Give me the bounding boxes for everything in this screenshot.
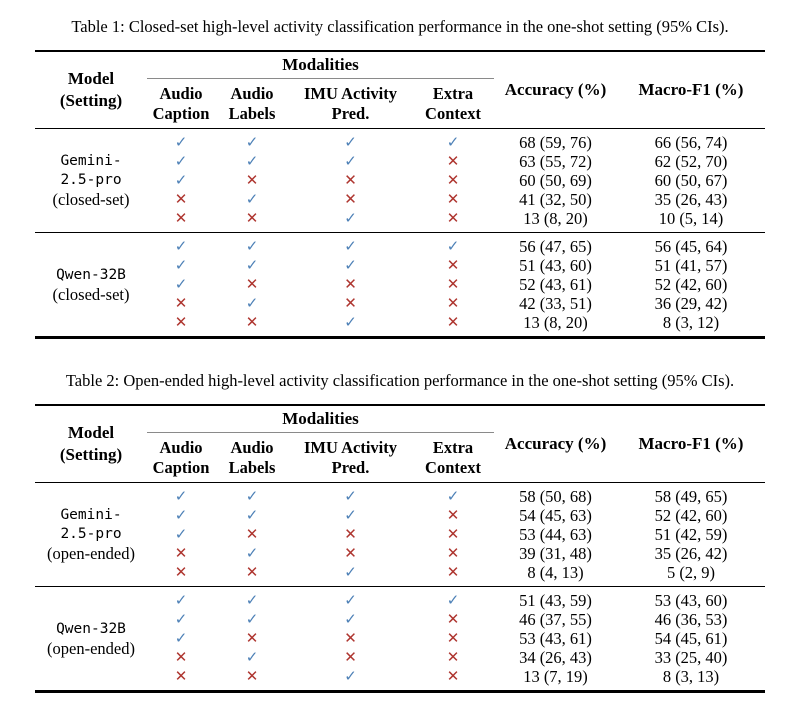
header-modality-line1: Audio <box>159 83 203 103</box>
check-icon: ✓ <box>174 237 188 255</box>
accuracy-value: 13 (8, 20) <box>523 209 588 228</box>
check-icon: ✓ <box>245 544 259 562</box>
cross-icon: ✕ <box>344 190 357 208</box>
cross-icon: ✕ <box>344 275 357 293</box>
accuracy-value: 58 (50, 68) <box>519 487 592 506</box>
check-icon: ✓ <box>344 506 357 524</box>
check-icon: ✓ <box>245 487 259 505</box>
macro-f1-value: 54 (45, 61) <box>654 629 728 648</box>
cross-icon: ✕ <box>446 525 460 543</box>
cross-icon: ✕ <box>174 313 188 331</box>
cross-icon: ✕ <box>245 629 259 647</box>
check-icon: ✓ <box>174 525 188 543</box>
cross-icon: ✕ <box>446 648 460 666</box>
model-label <box>35 506 147 563</box>
cross-icon: ✕ <box>344 544 357 562</box>
macro-f1-value: 66 (56, 74) <box>654 133 728 152</box>
cross-icon: ✕ <box>174 294 188 312</box>
accuracy-value: 41 (32, 50) <box>519 190 592 209</box>
check-icon: ✓ <box>344 237 357 255</box>
header-modality-col <box>412 84 494 124</box>
header-model-line2: (Setting) <box>59 445 123 464</box>
macro-f1-value: 53 (43, 60) <box>654 591 728 610</box>
header-modality-col <box>215 84 289 124</box>
model-setting: (closed-set) <box>52 190 130 209</box>
check-icon: ✓ <box>344 256 357 274</box>
model-block <box>35 233 765 336</box>
check-icon: ✓ <box>174 275 188 293</box>
macro-f1-value: 36 (29, 42) <box>654 294 728 313</box>
check-icon: ✓ <box>174 171 188 189</box>
header-macro-f1: Macro-F1 (%) <box>638 80 744 99</box>
check-icon: ✓ <box>245 133 259 151</box>
cross-icon: ✕ <box>174 209 188 227</box>
check-icon: ✓ <box>446 591 460 609</box>
cross-icon: ✕ <box>446 563 460 581</box>
model-label <box>35 620 147 658</box>
check-icon: ✓ <box>174 256 188 274</box>
model-setting: (open-ended) <box>47 638 135 658</box>
header-modality-line1: Extra <box>432 83 474 103</box>
accuracy-value: 52 (43, 61) <box>519 275 592 294</box>
cross-icon: ✕ <box>245 667 259 685</box>
header-modality-col <box>289 438 412 478</box>
header-modality-line1: Audio <box>159 437 203 457</box>
accuracy-value: 54 (45, 63) <box>519 506 592 525</box>
macro-f1-value: 33 (25, 40) <box>654 648 728 667</box>
cross-icon: ✕ <box>344 525 357 543</box>
model-name: 2.5-pro <box>60 172 122 188</box>
header-macro-f1: Macro-F1 (%) <box>638 434 744 453</box>
header-modality-line1: Audio <box>230 437 274 457</box>
check-icon: ✓ <box>446 487 460 505</box>
check-icon: ✓ <box>174 506 188 524</box>
header-model <box>35 422 147 466</box>
macro-f1-value: 56 (45, 64) <box>654 237 728 256</box>
check-icon: ✓ <box>245 294 259 312</box>
cross-icon: ✕ <box>344 648 357 666</box>
accuracy-value: 51 (43, 59) <box>519 591 592 610</box>
macro-f1-value: 60 (50, 67) <box>654 171 728 190</box>
model-label <box>35 152 147 209</box>
check-icon: ✓ <box>245 506 259 524</box>
cross-icon: ✕ <box>446 667 460 685</box>
table-caption: Table 1: Closed-set high-level activity classification performance in the one-shot setting (95% CIs). <box>71 17 729 36</box>
cross-icon: ✕ <box>446 190 460 208</box>
macro-f1-value: 62 (52, 70) <box>654 152 728 171</box>
cross-icon: ✕ <box>446 209 460 227</box>
macro-f1-value: 58 (49, 65) <box>654 487 728 506</box>
cross-icon: ✕ <box>245 209 259 227</box>
check-icon: ✓ <box>245 152 259 170</box>
model-block <box>35 129 765 233</box>
accuracy-value: 53 (43, 61) <box>519 629 592 648</box>
accuracy-value: 13 (8, 20) <box>523 313 588 332</box>
macro-f1-value: 51 (41, 57) <box>654 256 728 275</box>
check-icon: ✓ <box>344 591 357 609</box>
check-icon: ✓ <box>245 610 259 628</box>
cross-icon: ✕ <box>344 629 357 647</box>
accuracy-value: 60 (50, 69) <box>519 171 592 190</box>
accuracy-value: 39 (31, 48) <box>519 544 592 563</box>
model-block <box>35 587 765 690</box>
header-accuracy: Accuracy (%) <box>504 434 607 453</box>
header-modality-col <box>147 84 215 124</box>
check-icon: ✓ <box>174 487 188 505</box>
check-icon: ✓ <box>245 648 259 666</box>
check-icon: ✓ <box>344 209 357 227</box>
cross-icon: ✕ <box>174 544 188 562</box>
cross-icon: ✕ <box>446 294 460 312</box>
table-caption: Table 2: Open-ended high-level activity classification performance in the one-shot setting (95% CIs). <box>65 371 735 390</box>
check-icon: ✓ <box>344 133 357 151</box>
data-table <box>35 50 765 339</box>
accuracy-value: 42 (33, 51) <box>519 294 592 313</box>
model-name: Qwen-32B <box>56 620 126 637</box>
macro-f1-value: 5 (2, 9) <box>666 563 716 582</box>
check-icon: ✓ <box>174 133 188 151</box>
cross-icon: ✕ <box>245 525 259 543</box>
cross-icon: ✕ <box>344 294 357 312</box>
model-setting: (open-ended) <box>47 544 135 563</box>
macro-f1-value: 46 (36, 53) <box>654 610 728 629</box>
cross-icon: ✕ <box>174 667 188 685</box>
header-model-line1: Model <box>67 422 115 442</box>
header-model-line1: Model <box>67 68 115 88</box>
macro-f1-value: 8 (3, 13) <box>662 667 720 686</box>
header-model-line2: (Setting) <box>59 91 123 110</box>
macro-f1-value: 8 (3, 12) <box>662 313 720 332</box>
check-icon: ✓ <box>245 256 259 274</box>
check-icon: ✓ <box>174 591 188 609</box>
table-section <box>0 16 800 339</box>
header-modality-line1: IMU Activity <box>303 83 398 103</box>
table-header <box>35 52 765 129</box>
header-modality-line1: Extra <box>432 437 474 457</box>
cross-icon: ✕ <box>446 629 460 647</box>
macro-f1-value: 35 (26, 43) <box>654 190 728 209</box>
model-name: Gemini- <box>60 507 122 523</box>
check-icon: ✓ <box>446 237 460 255</box>
macro-f1-value: 51 (42, 59) <box>654 525 728 544</box>
cross-icon: ✕ <box>446 610 460 628</box>
header-modality-col <box>147 438 215 478</box>
accuracy-value: 56 (47, 65) <box>519 237 592 256</box>
header-modalities-group: Modalities <box>147 406 494 433</box>
header-modality-line2: Labels <box>228 103 276 123</box>
header-accuracy: Accuracy (%) <box>504 80 607 99</box>
header-modality-line2: Context <box>425 103 481 123</box>
check-icon: ✓ <box>174 629 188 647</box>
header-modality-line2: Context <box>425 457 481 477</box>
macro-f1-value: 35 (26, 42) <box>654 544 728 563</box>
check-icon: ✓ <box>245 190 259 208</box>
check-icon: ✓ <box>344 563 357 581</box>
header-modality-line2: Labels <box>228 457 276 477</box>
accuracy-value: 68 (59, 76) <box>519 133 592 152</box>
header-modality-line2: Pred. <box>331 457 370 477</box>
cross-icon: ✕ <box>245 171 259 189</box>
header-modality-line2: Caption <box>152 103 210 123</box>
model-name: 2.5-pro <box>60 526 122 542</box>
cross-icon: ✕ <box>245 275 259 293</box>
table-section <box>0 370 800 693</box>
accuracy-value: 34 (26, 43) <box>519 648 592 667</box>
header-modality-line1: IMU Activity <box>303 437 398 457</box>
header-modality-line1: Audio <box>230 83 274 103</box>
model-label <box>35 266 147 304</box>
cross-icon: ✕ <box>446 544 460 562</box>
macro-f1-value: 52 (42, 60) <box>654 275 728 294</box>
accuracy-value: 63 (55, 72) <box>519 152 592 171</box>
cross-icon: ✕ <box>245 563 259 581</box>
check-icon: ✓ <box>174 610 188 628</box>
accuracy-value: 53 (44, 63) <box>519 525 592 544</box>
macro-f1-value: 52 (42, 60) <box>654 506 728 525</box>
header-modality-line2: Pred. <box>331 103 370 123</box>
cross-icon: ✕ <box>174 190 188 208</box>
accuracy-value: 8 (4, 13) <box>527 563 584 582</box>
model-name: Qwen-32B <box>56 266 126 283</box>
table-header <box>35 406 765 483</box>
header-modality-col <box>215 438 289 478</box>
check-icon: ✓ <box>245 591 259 609</box>
check-icon: ✓ <box>446 133 460 151</box>
accuracy-value: 46 (37, 55) <box>519 610 592 629</box>
check-icon: ✓ <box>344 152 357 170</box>
cross-icon: ✕ <box>446 256 460 274</box>
header-modality-col <box>412 438 494 478</box>
check-icon: ✓ <box>245 237 259 255</box>
check-icon: ✓ <box>344 667 357 685</box>
accuracy-value: 13 (7, 19) <box>523 667 588 686</box>
cross-icon: ✕ <box>174 563 188 581</box>
cross-icon: ✕ <box>446 275 460 293</box>
check-icon: ✓ <box>344 610 357 628</box>
cross-icon: ✕ <box>174 648 188 666</box>
model-setting: (closed-set) <box>52 284 130 304</box>
cross-icon: ✕ <box>446 171 460 189</box>
cross-icon: ✕ <box>446 506 460 524</box>
check-icon: ✓ <box>344 313 357 331</box>
macro-f1-value: 10 (5, 14) <box>658 209 724 228</box>
header-modalities-group: Modalities <box>147 52 494 79</box>
cross-icon: ✕ <box>446 152 460 170</box>
header-model <box>35 68 147 112</box>
data-table <box>35 404 765 693</box>
check-icon: ✓ <box>344 487 357 505</box>
cross-icon: ✕ <box>245 313 259 331</box>
model-name: Gemini- <box>60 153 122 169</box>
cross-icon: ✕ <box>344 171 357 189</box>
check-icon: ✓ <box>174 152 188 170</box>
cross-icon: ✕ <box>446 313 460 331</box>
header-modality-col <box>289 84 412 124</box>
header-modality-line2: Caption <box>152 457 210 477</box>
model-block <box>35 483 765 587</box>
accuracy-value: 51 (43, 60) <box>519 256 592 275</box>
